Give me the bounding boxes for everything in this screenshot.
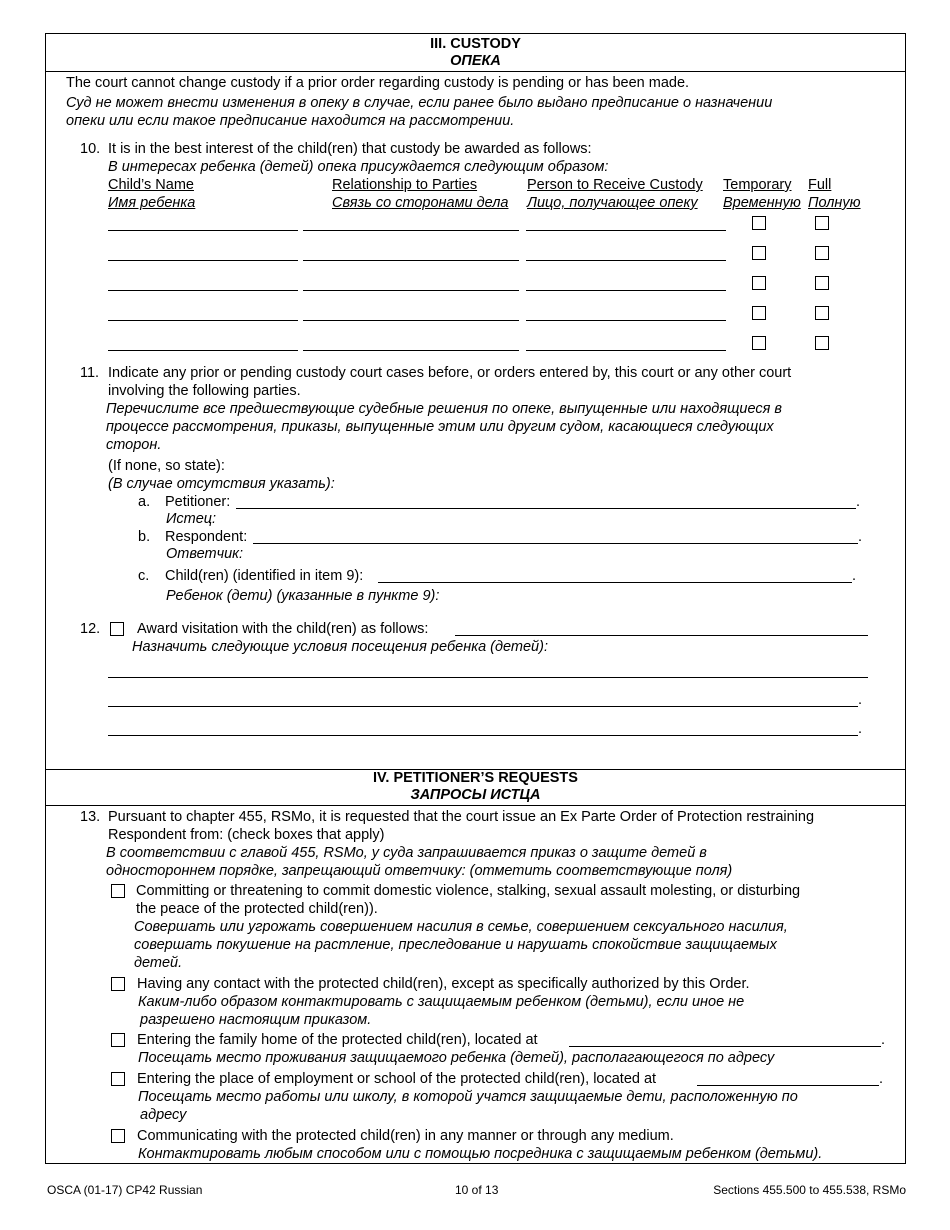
item-13-text-ru: одностороннем порядке, запрещающий ответчику: (отметить соответствующие поля) <box>106 863 733 879</box>
no-violence-text-ru: совершать покушение на растление, преследование и нарушать спокойствие защищаемых <box>134 937 777 953</box>
full-checkbox[interactable] <box>815 276 829 290</box>
col-relationship: Relationship to Parties <box>332 177 478 193</box>
visitation-text-ru: Назначить следующие условия посещения ребенка (детей): <box>132 639 548 655</box>
custody-person-field[interactable] <box>526 230 726 231</box>
child-name-field[interactable] <box>108 260 298 261</box>
col-full-ru: Полную <box>808 195 861 211</box>
no-contact-text-ru: разрешено настоящим приказом. <box>140 1012 372 1028</box>
visitation-field[interactable] <box>108 677 868 678</box>
section-3-title-ru: ОПЕКА <box>450 53 501 69</box>
divider <box>46 71 905 72</box>
item-11-text: Indicate any prior or pending custody court cases before, or orders entered by, this court or any other court <box>108 365 792 381</box>
col-childs-name-ru: Имя ребенка <box>108 195 196 211</box>
no-home-entry-checkbox[interactable] <box>111 1033 125 1047</box>
no-violence-text-ru: Совершать или угрожать совершением насилия в семье, совершением сексуального насилия, <box>134 919 788 935</box>
temporary-checkbox[interactable] <box>752 246 766 260</box>
item-13-text: Pursuant to chapter 455, RSMo, it is requested that the court issue an Ex Parte Order of Protection restraining <box>108 809 815 825</box>
visitation-text: Award visitation with the child(ren) as follows: <box>137 621 429 637</box>
visitation-field[interactable] <box>455 635 868 636</box>
item-10-text: It is in the best interest of the child(ren) that custody be awarded as follows: <box>108 141 592 157</box>
item-11-text-ru: процессе рассмотрения, приказы, выпущенные этим или другим судом, касающиеся следующих <box>106 419 774 435</box>
no-communication-text-ru: Контактировать любым способом или с помощью посредника с защищаемым ребенком (детьми). <box>138 1146 823 1162</box>
period: . <box>856 494 861 510</box>
no-violence-text: Committing or threatening to commit domestic violence, stalking, sexual assault molesting, or disturbing <box>136 883 801 899</box>
children-label-ru: Ребенок (дети) (указанные в пункте 9): <box>166 588 440 604</box>
no-communication-text: Communicating with the protected child(ren) in any manner or through any medium. <box>137 1128 674 1144</box>
no-violence-checkbox[interactable] <box>111 884 125 898</box>
custody-person-field[interactable] <box>526 290 726 291</box>
relationship-field[interactable] <box>303 320 519 321</box>
visitation-field[interactable] <box>108 706 858 707</box>
home-address-field[interactable] <box>569 1046 881 1047</box>
col-full: Full <box>808 177 832 193</box>
no-contact-checkbox[interactable] <box>111 977 125 991</box>
respondent-field[interactable] <box>253 543 858 544</box>
child-name-field[interactable] <box>108 350 298 351</box>
section-3-title: III. CUSTODY <box>430 36 521 52</box>
period: . <box>852 568 857 584</box>
footer-form-id: OSCA (01-17) CP42 Russian <box>47 1183 203 1197</box>
full-checkbox[interactable] <box>815 216 829 230</box>
relationship-field[interactable] <box>303 350 519 351</box>
visitation-field[interactable] <box>108 735 858 736</box>
custody-person-field[interactable] <box>526 350 726 351</box>
section-4-title-ru: ЗАПРОСЫ ИСТЦА <box>410 787 541 803</box>
temporary-checkbox[interactable] <box>752 306 766 320</box>
full-checkbox[interactable] <box>815 246 829 260</box>
respondent-label-ru: Ответчик: <box>166 546 244 562</box>
relationship-field[interactable] <box>303 260 519 261</box>
full-checkbox[interactable] <box>815 336 829 350</box>
respondent-label: Respondent: <box>165 529 248 545</box>
if-none-label: (If none, so state): <box>108 458 225 474</box>
no-violence-text: the peace of the protected child(ren)). <box>136 901 378 917</box>
no-school-entry-checkbox[interactable] <box>111 1072 125 1086</box>
custody-intro-ru: опеки или если такое предписание находится на рассмотрении. <box>66 113 515 129</box>
col-childs-name: Child’s Name <box>108 177 194 193</box>
item-10-text-ru: В интересах ребенка (детей) опека присуждается следующим образом: <box>108 159 609 175</box>
col-relationship-ru: Связь со сторонами дела <box>332 195 509 211</box>
footer-page-number: 10 of 13 <box>455 1183 499 1197</box>
item-11-number: 11. <box>80 365 100 381</box>
col-temporary: Temporary <box>723 177 792 193</box>
item-12-number: 12. <box>80 621 101 637</box>
child-name-field[interactable] <box>108 290 298 291</box>
period: . <box>858 721 863 737</box>
item-11a-label: a. <box>138 494 151 510</box>
temporary-checkbox[interactable] <box>752 336 766 350</box>
col-person-custody-ru: Лицо, получающее опеку <box>527 195 698 211</box>
col-person-custody: Person to Receive Custody <box>527 177 703 193</box>
item-13-text: Respondent from: (check boxes that apply) <box>108 827 385 843</box>
custody-intro: The court cannot change custody if a prior order regarding custody is pending or has been made. <box>66 75 690 91</box>
period: . <box>858 529 863 545</box>
if-none-label-ru: (В случае отсутствия указать): <box>108 476 335 492</box>
col-temporary-ru: Временную <box>723 195 801 211</box>
petitioner-label: Petitioner: <box>165 494 231 510</box>
period: . <box>881 1032 886 1048</box>
petitioner-field[interactable] <box>236 508 856 509</box>
child-name-field[interactable] <box>108 320 298 321</box>
item-11-text-ru: сторон. <box>106 437 162 453</box>
visitation-checkbox[interactable] <box>110 622 124 636</box>
school-address-field[interactable] <box>697 1085 879 1086</box>
custody-intro-ru: Суд не может внести изменения в опеку в случае, если ранее было выдано предписание о назначении <box>66 95 773 111</box>
no-communication-checkbox[interactable] <box>111 1129 125 1143</box>
children-field[interactable] <box>378 582 852 583</box>
section-4-title: IV. PETITIONER’S REQUESTS <box>373 770 578 786</box>
footer-sections: Sections 455.500 to 455.538, RSMo <box>713 1183 906 1197</box>
no-school-entry-text: Entering the place of employment or school of the protected child(ren), located at <box>137 1071 657 1087</box>
period: . <box>858 692 863 708</box>
temporary-checkbox[interactable] <box>752 276 766 290</box>
item-11-text-ru: Перечислите все предшествующие судебные решения по опеке, выпущенные или находящиеся в <box>106 401 782 417</box>
no-home-entry-text-ru: Посещать место проживания защищаемого ребенка (детей), располагающегося по адресу <box>138 1050 775 1066</box>
custody-person-field[interactable] <box>526 260 726 261</box>
no-violence-text-ru: детей. <box>134 955 183 971</box>
item-10-number: 10. <box>80 141 101 157</box>
children-label: Child(ren) (identified in item 9): <box>165 568 364 584</box>
item-13-number: 13. <box>80 809 101 825</box>
relationship-field[interactable] <box>303 290 519 291</box>
no-contact-text: Having any contact with the protected child(ren), except as specifically authorized by this Order. <box>137 976 750 992</box>
custody-person-field[interactable] <box>526 320 726 321</box>
item-11-text: involving the following parties. <box>108 383 301 399</box>
petitioner-label-ru: Истец: <box>166 511 217 527</box>
full-checkbox[interactable] <box>815 306 829 320</box>
child-name-field[interactable] <box>108 230 298 231</box>
divider <box>46 805 905 806</box>
no-school-entry-text-ru: адресу <box>140 1107 187 1123</box>
period: . <box>879 1071 884 1087</box>
no-home-entry-text: Entering the family home of the protected child(ren), located at <box>137 1032 538 1048</box>
item-11b-label: b. <box>138 529 151 545</box>
temporary-checkbox[interactable] <box>752 216 766 230</box>
relationship-field[interactable] <box>303 230 519 231</box>
no-school-entry-text-ru: Посещать место работы или школу, в которой учатся защищаемые дети, расположенную по <box>138 1089 798 1105</box>
item-11c-label: c. <box>138 568 150 584</box>
no-contact-text-ru: Каким-либо образом контактировать с защищаемым ребенком (детьми), если иное не <box>138 994 745 1010</box>
item-13-text-ru: В соответствии с главой 455, RSMo, у суда запрашивается приказ о защите детей в <box>106 845 707 861</box>
